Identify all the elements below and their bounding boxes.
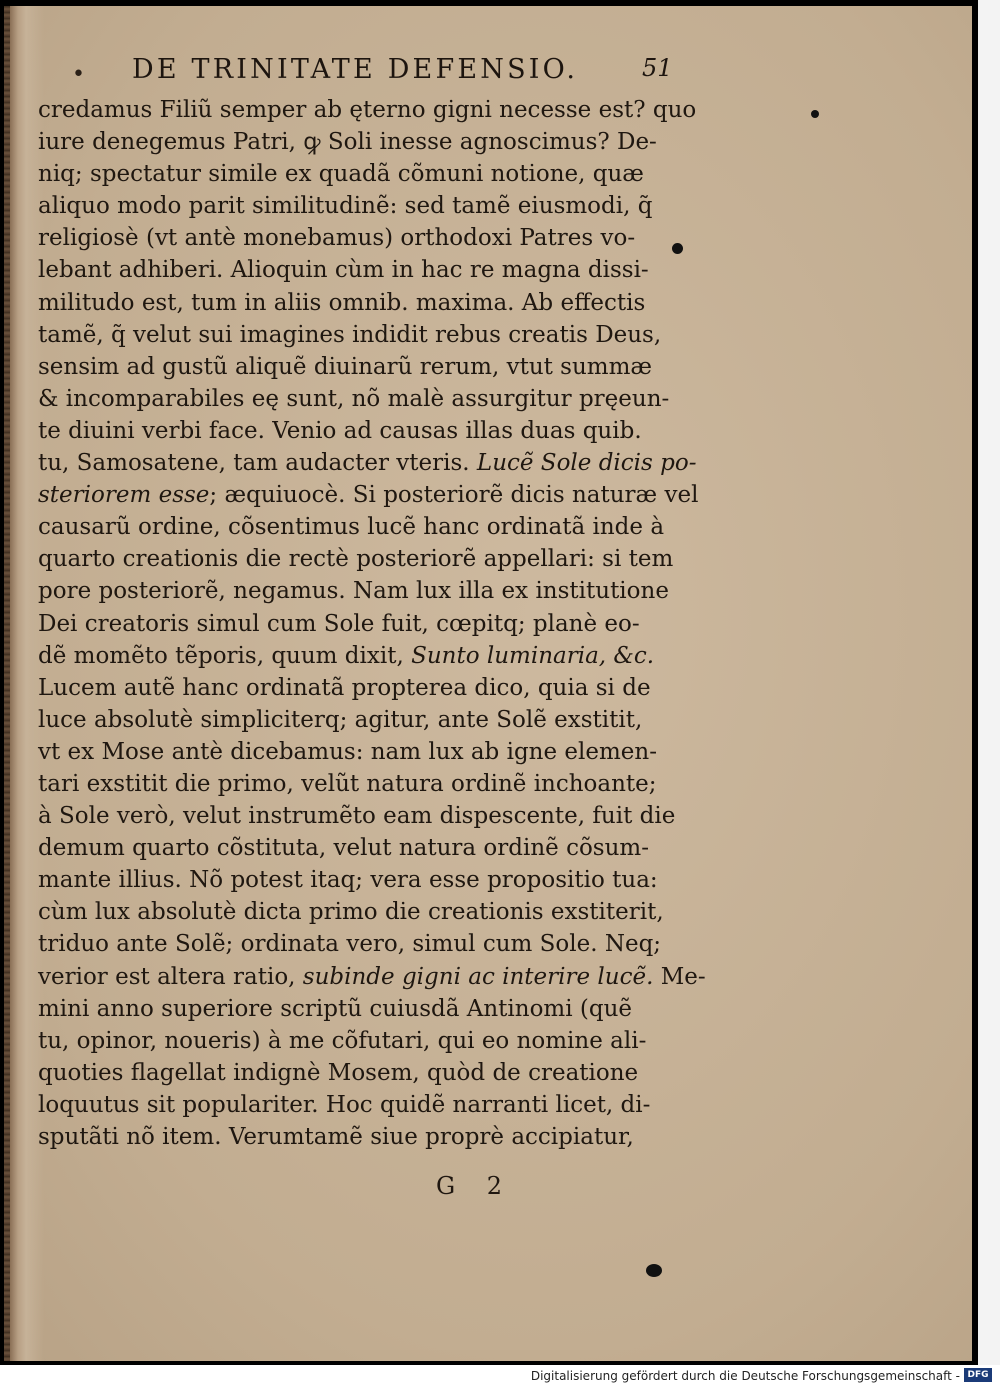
running-head [58, 54, 678, 94]
text-line: quarto creationis die rectè posteriorẽ appellari: si tem [38, 546, 674, 573]
text-line: Dei creatoris simul cum Sole fuit, cœpitq; planè eo- [38, 610, 640, 637]
text-line: sputãti nõ item. Verumtamẽ siue proprè accipiatur, [38, 1124, 634, 1150]
italic-phrase: subinde gigni ac interire lucẽ. [302, 963, 654, 990]
text-line: pore posteriorẽ, negamus. Nam lux illa ex institutione [38, 578, 669, 605]
text-line: loquutus sit populariter. Hoc quidẽ narranti licet, di- [38, 1091, 651, 1118]
text-line: aliquo modo parit similitudinẽ: sed tamẽ eiusmodi, q̃ [38, 193, 653, 220]
text-line [38, 447, 697, 479]
italic-phrase: steriorem esse [38, 482, 210, 509]
page-gutter-edge [4, 6, 10, 1361]
running-head-title: DE TRINITATE DEFENSIO. [132, 54, 579, 85]
text-line [38, 961, 706, 993]
text-line: militudo est, tum in aliis omnib. maxima. Ab effectis [38, 289, 646, 316]
text-segment: Me- [653, 963, 706, 990]
text-line: à Sole verò, velut instrumẽto eam dispescente, fuit die [38, 803, 676, 830]
ink-blot [811, 110, 819, 118]
book-page [4, 6, 972, 1361]
text-segment: tu, Samosatene, tam audacter vteris. [38, 450, 477, 477]
text-line: tari exstitit die primo, velũt natura ordinẽ inchoante; [38, 770, 657, 797]
signature-mark: G 2 [436, 1172, 515, 1200]
text-line: quoties flagellat indignè Mosem, quòd de creatione [38, 1059, 639, 1086]
text-line: te diuini verbi face. Venio ad causas illas duas quib. [38, 417, 642, 444]
text-line: & incomparabiles eę sunt, nõ malè assurgitur pręeun- [38, 385, 670, 412]
text-line [38, 640, 678, 672]
text-line: Lucem autẽ hanc ordinatã propterea dico, quia si de [38, 674, 651, 701]
text-line: triduo ante Solẽ; ordinata vero, simul cum Sole. Neq; [38, 931, 662, 958]
text-line: mini anno superiore scriptũ cuiusdã Antinomi (quẽ [38, 995, 633, 1022]
ink-blot [646, 1264, 662, 1277]
head-ornament-dot: • [72, 62, 85, 87]
text-line: cùm lux absolutè dicta primo die creationis exstiterit, [38, 899, 664, 926]
text-line: sensim ad gustũ aliquẽ diuinarũ rerum, vtut summæ [38, 353, 653, 380]
text-line: luce absolutè simpliciterq; agitur, ante Solẽ exstitit, [38, 706, 643, 733]
body-text [38, 94, 706, 1153]
text-line: demum quarto cõstituta, velut natura ordinẽ cõsum- [38, 835, 649, 862]
ink-blot [672, 243, 683, 254]
text-line: niq; spectatur simile ex quadã cõmuni notione, quæ [38, 161, 644, 188]
italic-phrase: Sunto luminaria, &c. [411, 642, 655, 669]
text-line: credamus Filiũ semper ab ęterno gigni necesse est? quo [38, 97, 697, 123]
italic-phrase: Lucẽ Sole dicis po- [476, 450, 697, 477]
text-line: lebant adhiberi. Alioquin cùm in hac re magna dissi- [38, 257, 649, 284]
dfg-logo: DFG [964, 1368, 992, 1382]
footer-credit: Digitalisierung gefördert durch die Deutsche Forschungsgemeinschaft - [530, 1369, 960, 1383]
text-segment: ; æquiuocè. Si posteriorẽ dicis naturæ vel [209, 482, 699, 509]
text-segment: dẽ momẽto tẽporis, quum dixit, [38, 642, 412, 669]
text-line: causarũ ordine, cõsentimus lucẽ hanc ordinatã inde à [38, 514, 665, 541]
text-line [38, 479, 699, 511]
text-line: mante illius. Nõ potest itaq; vera esse propositio tua: [38, 867, 658, 894]
text-line: iure denegemus Patri, ꝙ Soli inesse agnoscimus? De- [38, 129, 657, 156]
text-line: religiosè (vt antè monebamus) orthodoxi Patres vo- [38, 225, 636, 252]
text-segment: verior est altera ratio, [38, 963, 303, 990]
text-line: vt ex Mose antè dicebamus: nam lux ab igne elemen- [38, 738, 657, 765]
folio-number: 51 [642, 54, 673, 82]
text-line: tu, opinor, noueris) à me cõfutari, qui eo nomine ali- [38, 1027, 647, 1054]
digitization-footer [0, 1365, 1000, 1388]
text-line: tamẽ, q̃ velut sui imagines indidit rebus creatis Deus, [38, 321, 662, 348]
